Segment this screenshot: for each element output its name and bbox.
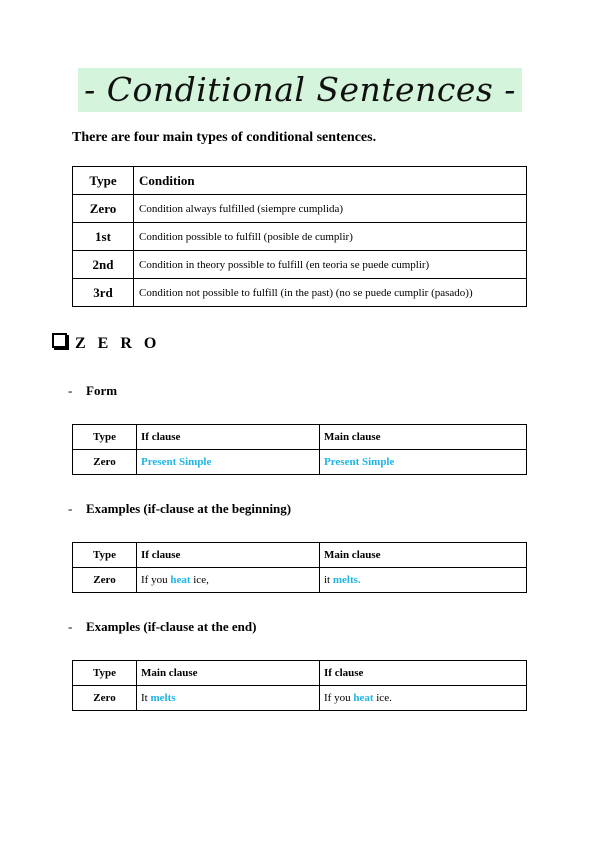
row-type: Zero [73,450,137,475]
examples-end-bullet [68,619,256,635]
examples-end-label: Examples (if-clause at the end) [86,619,257,634]
header-type: Type [73,167,134,195]
table-row [73,568,527,593]
table-row [73,195,527,223]
intro-text: There are four main types of conditional sentences. [72,130,377,145]
table-row [73,223,527,251]
table-row [73,450,527,475]
table-row [73,251,527,279]
table-header-row [73,543,527,568]
table-header-row [73,167,527,195]
examples-beginning-label: Examples (if-clause at the beginning) [86,501,292,516]
checkbox-bullet-icon [52,333,67,348]
header-if-clause: If clause [137,425,320,450]
dash-bullet: - [68,619,73,634]
examples-end-table [72,660,527,711]
header-type: Type [73,425,137,450]
title-wrap [0,68,600,112]
table-header-row [73,661,527,686]
text-segment: it [324,574,333,586]
row-type: 2nd [73,251,134,279]
row-main-clause [320,568,527,593]
header-main-clause: Main clause [320,425,527,450]
row-if-clause [137,568,320,593]
header-condition: Condition [134,167,527,195]
section-title: Z E R O [75,335,161,352]
header-if-clause: If clause [137,543,320,568]
highlight-word: melts [150,692,176,704]
row-type: Zero [73,686,137,711]
table-row [73,686,527,711]
text-segment: It [141,692,151,704]
row-type: Zero [73,568,137,593]
dash-bullet: - [68,383,73,398]
row-if-clause [320,686,527,711]
form-bullet [68,383,117,399]
row-condition: Condition not possible to fulfill (in the past) (no se puede cumplir (pasado)) [134,279,527,307]
highlight-word: melts. [332,574,361,586]
examples-beginning-bullet [68,501,291,517]
row-type: 3rd [73,279,134,307]
row-main-clause [137,686,320,711]
row-main-clause: Present Simple [320,450,527,475]
row-condition: Condition always fulfilled (siempre cumplida) [134,195,527,223]
row-type: Zero [73,195,134,223]
header-main-clause: Main clause [320,543,527,568]
page-title: - Conditional Sentences - [78,68,522,112]
text-segment: ice. [373,692,392,704]
table-row [73,279,527,307]
text-segment: If you [141,574,171,586]
header-type: Type [73,543,137,568]
examples-beginning-table [72,542,527,593]
types-table [72,166,527,307]
header-if-clause: If clause [320,661,527,686]
table-header-row [73,425,527,450]
dash-bullet: - [68,501,73,516]
form-table [72,424,527,475]
highlight-word: heat [353,692,374,704]
row-if-clause: Present Simple [137,450,320,475]
header-type: Type [73,661,137,686]
header-main-clause: Main clause [137,661,320,686]
section-heading-zero [52,333,160,353]
row-condition: Condition possible to fulfill (posible de cumplir) [134,223,527,251]
text-segment: ice, [190,574,209,586]
row-condition: Condition in theory possible to fulfill (en teoria se puede cumplir) [134,251,527,279]
form-label: Form [86,383,118,398]
text-segment: If you [324,692,354,704]
highlight-word: heat [170,574,191,586]
row-type: 1st [73,223,134,251]
